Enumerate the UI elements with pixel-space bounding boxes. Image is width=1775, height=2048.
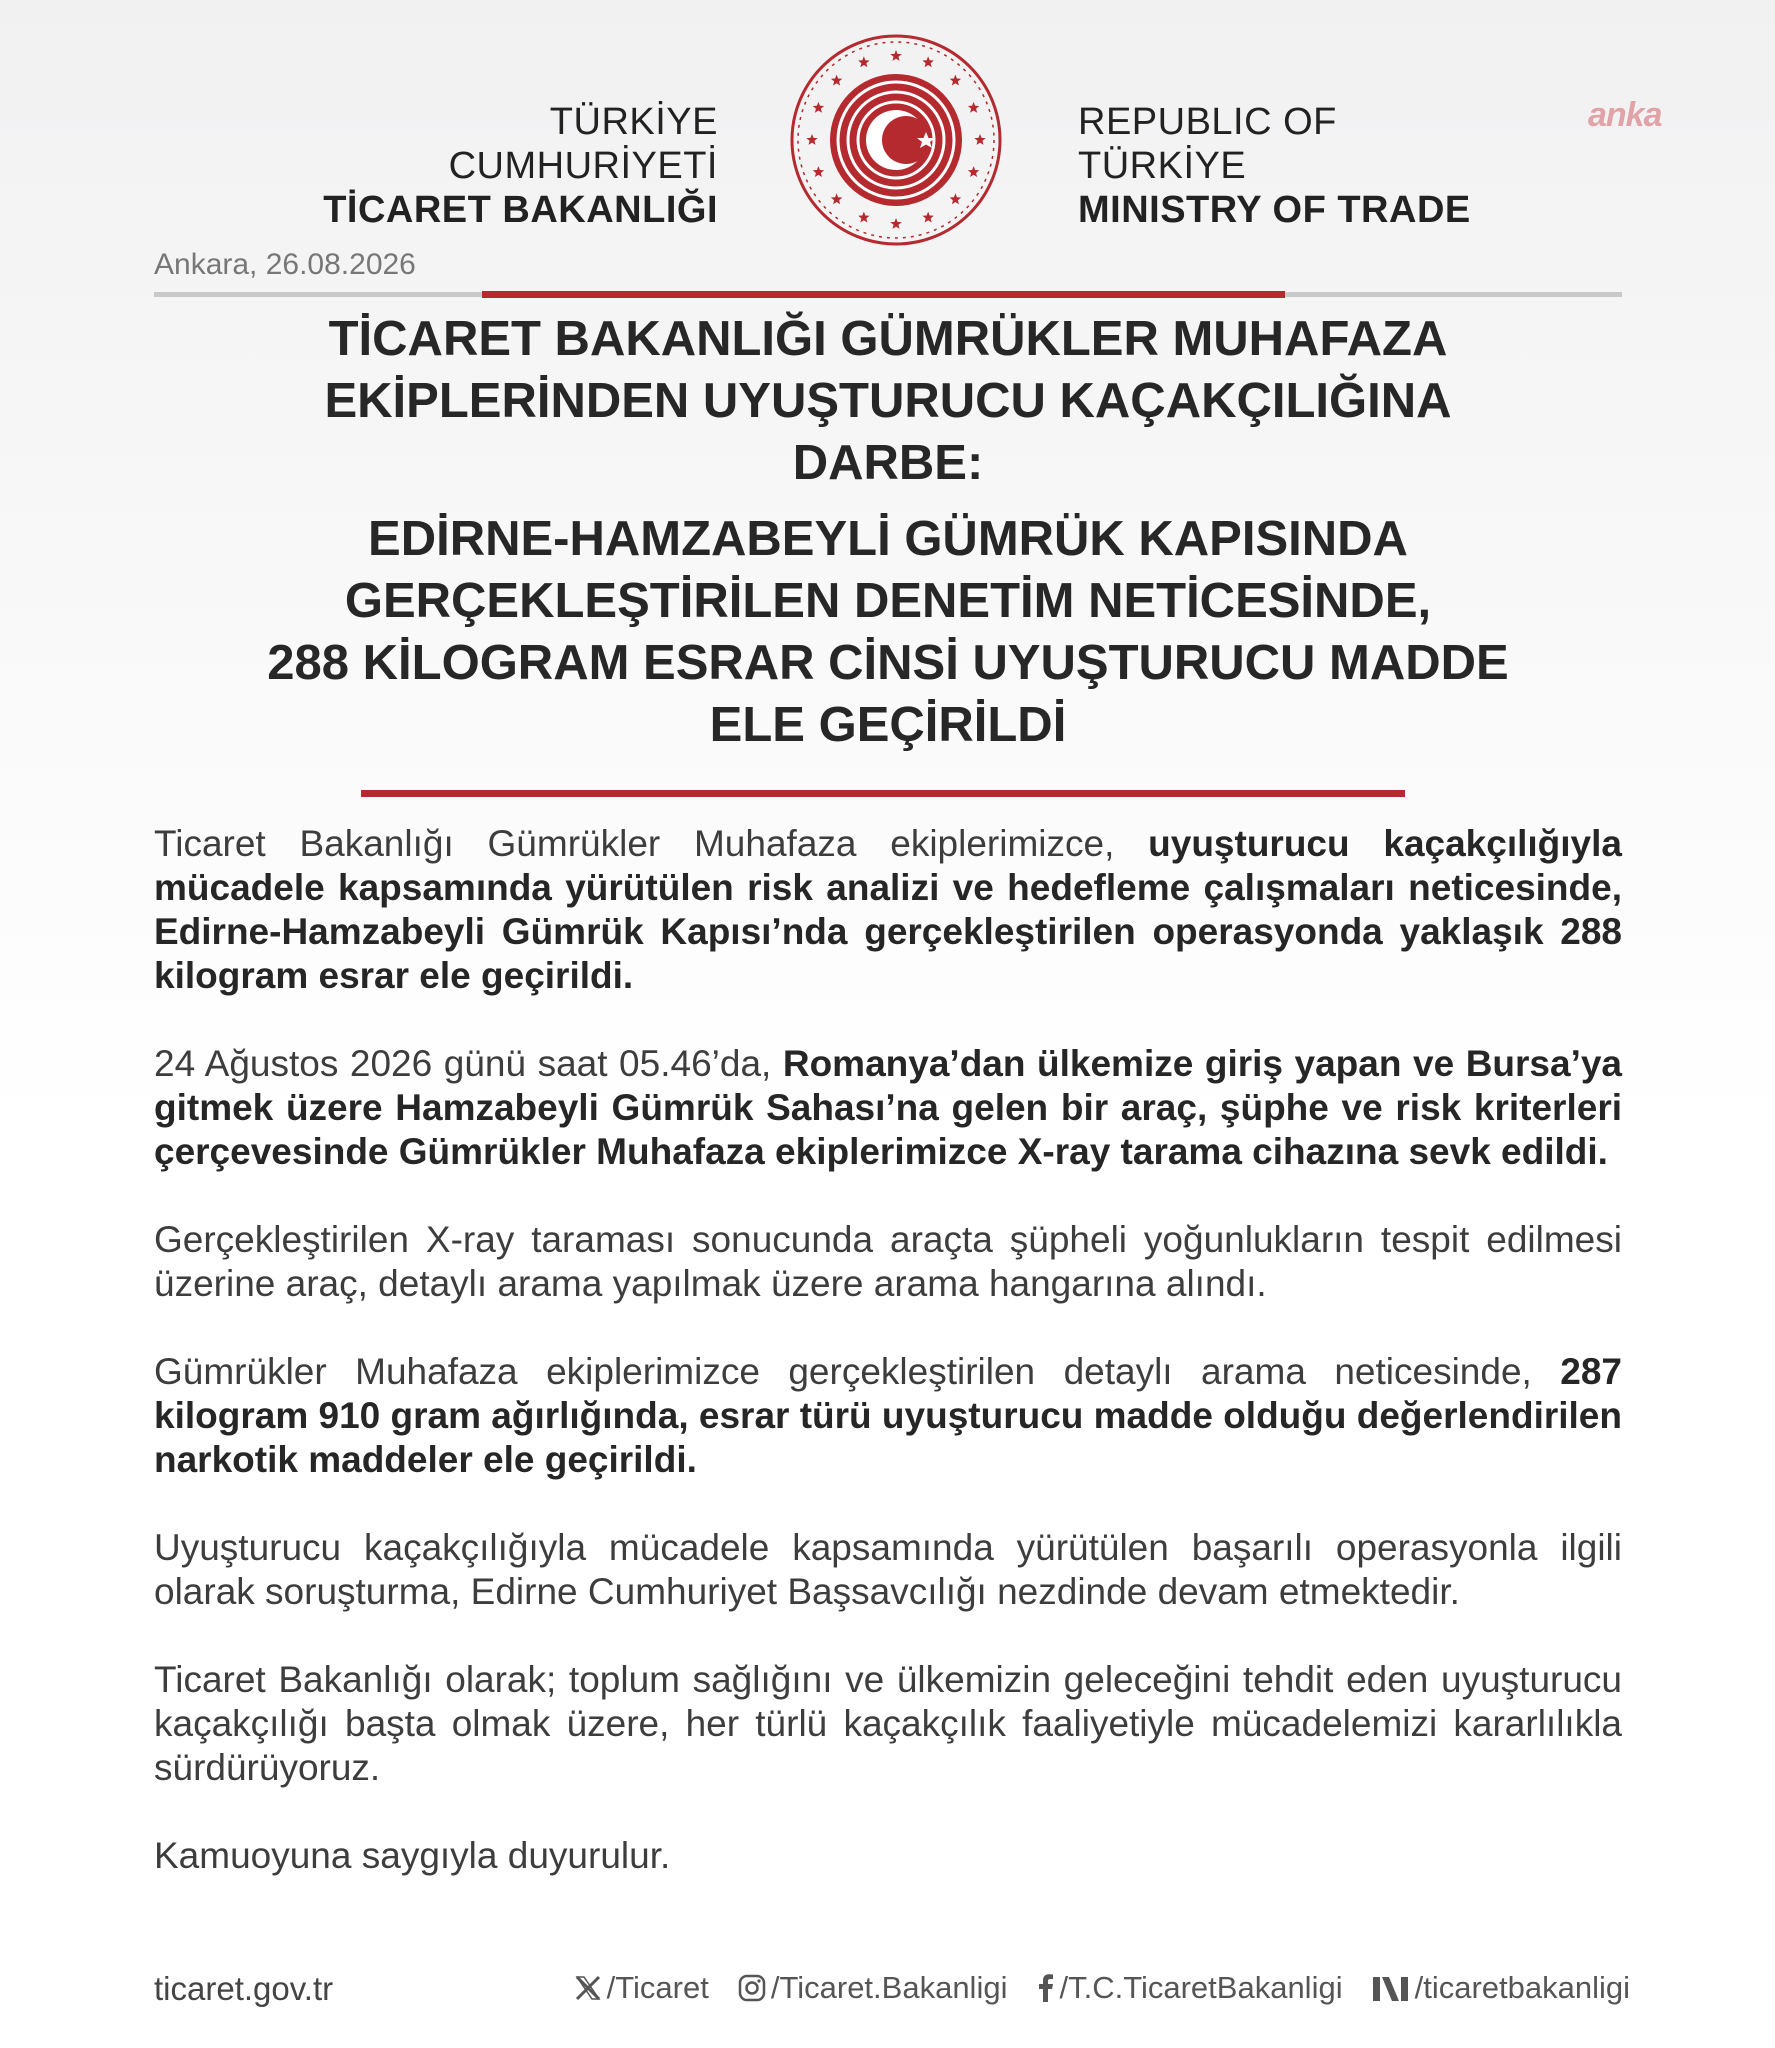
headline-sub-line4: ELE GEÇİRİLDİ: [709, 698, 1067, 752]
social-nsosyal-link[interactable]: [1371, 1970, 1630, 2006]
date-line: Ankara, 26.08.2026: [154, 248, 416, 281]
social-x-handle: /Ticaret: [606, 1970, 709, 2005]
anka-watermark-logo: anka: [1588, 96, 1662, 134]
header-right: [1078, 100, 1498, 232]
emblem-star-icon: [890, 50, 901, 61]
divider-red-top: [482, 291, 1285, 298]
social-x-link[interactable]: [573, 1970, 709, 2006]
press-release-body: [154, 822, 1622, 1878]
emblem-star-icon: [968, 166, 979, 177]
social-instagram-link[interactable]: [737, 1970, 1008, 2006]
footer-website-link[interactable]: ticaret.gov.tr: [154, 1970, 334, 2007]
social-instagram-handle: /Ticaret.Bakanligi: [770, 1970, 1008, 2005]
paragraph-3: Gerçekleştirilen X-ray taraması sonucunda araçta şüpheli yoğunlukların tespit edilmesi üzerine araç, detaylı arama yapılmak üzere arama hangarına alındı.: [154, 1219, 1622, 1304]
emblem-star-icon: [950, 75, 961, 86]
ministry-emblem-icon: [788, 32, 1004, 248]
instagram-icon: [737, 1973, 767, 2003]
paragraph-4-bold: 287 kilogram 910 gram ağırlığında, esrar türü uyuşturucu madde olduğu değerlendirilen narkotik maddeler ele geçirildi.: [154, 1351, 1622, 1480]
emblem-star-icon: [922, 212, 933, 223]
headline-sub-line3: 288 KİLOGRAM ESRAR CİNSİ UYUŞTURUCU MADDE: [267, 636, 1509, 690]
header-left-line1: TÜRKİYE CUMHURİYETİ: [448, 101, 718, 187]
x-icon: [573, 1973, 603, 2003]
emblem-star-icon: [974, 134, 985, 145]
paragraph-1-bold: uyuşturucu kaçakçılığıyla mücadele kapsamında yürütülen risk analizi ve hedefleme çalışmaları neticesinde, Edirne-Hamzabeyli Gümrük Kapısı’nda gerçekleştirilen operasyonda yaklaşık 288 kilogram esrar ele geçirildi.: [154, 823, 1622, 996]
headline-main-line2: EKİPLERİNDEN UYUŞTURUCU KAÇAKÇILIĞINA: [324, 374, 1452, 428]
emblem-star-icon: [858, 56, 869, 67]
paragraph-2: [154, 1042, 1622, 1174]
emblem-star-icon: [806, 134, 817, 145]
emblem-star-icon: [968, 102, 979, 113]
headline-block: [160, 308, 1616, 756]
paragraph-7: Kamuoyuna saygıyla duyurulur.: [154, 1835, 671, 1876]
paragraph-4-normal: Gümrükler Muhafaza ekiplerimizce gerçekleştirilen detaylı arama neticesinde,: [154, 1351, 1561, 1392]
emblem-star-icon: [922, 56, 933, 67]
social-facebook-handle: /T.C.TicaretBakanligi: [1059, 1970, 1343, 2005]
social-nsosyal-handle: /ticaretbakanligi: [1414, 1970, 1630, 2005]
emblem-star-icon: [813, 102, 824, 113]
paragraph-6: Ticaret Bakanlığı olarak; toplum sağlığını ve ülkemizin geleceğini tehdit eden uyuşturucu kaçakçılığı başta olmak üzere, her türlü kaçakçılık faaliyetiyle mücadelemizi kararlılıkla sürdürüyoruz.: [154, 1659, 1622, 1788]
paragraph-2-normal: 24 Ağustos 2026 günü saat 05.46’da,: [154, 1043, 783, 1084]
paragraph-2-bold: Romanya’dan ülkemize giriş yapan ve Bursa’ya gitmek üzere Hamzabeyli Gümrük Sahası’na gelen bir araç, şüphe ve risk kriterleri çerçevesinde Gümrükler Muhafaza ekiplerimizce X-ray tarama cihazına sevk edildi.: [154, 1043, 1623, 1172]
emblem-star-icon: [831, 193, 842, 204]
facebook-icon: [1035, 1973, 1055, 2003]
footer-social-links: [580, 1970, 1630, 2006]
header-right-line1: REPUBLIC OF TÜRKİYE: [1078, 101, 1337, 187]
header-left: [318, 100, 718, 232]
headline-sub-line2: GERÇEKLEŞTİRİLEN DENETİM NETİCESİNDE,: [344, 574, 1432, 628]
headline-main-line1: TİCARET BAKANLIĞI GÜMRÜKLER MUHAFAZA: [328, 312, 1448, 366]
emblem-star-icon: [950, 193, 961, 204]
social-facebook-link[interactable]: [1035, 1970, 1342, 2006]
headline-sub-line1: EDİRNE-HAMZABEYLİ GÜMRÜK KAPISINDA: [368, 512, 1408, 566]
headline-main: [160, 308, 1616, 494]
paragraph-5: Uyuşturucu kaçakçılığıyla mücadele kapsamında yürütülen başarılı operasyonla ilgili olarak soruşturma, Edirne Cumhuriyet Başsavcılığı nezdinde devam etmektedir.: [154, 1527, 1622, 1612]
header-right-line2: MINISTRY OF TRADE: [1078, 189, 1471, 231]
nsosyal-icon: [1371, 1973, 1411, 2003]
divider-red-bottom: [361, 790, 1405, 797]
emblem-star-icon: [890, 218, 901, 229]
paragraph-4: [154, 1350, 1622, 1482]
paragraph-1-normal: Ticaret Bakanlığı Gümrükler Muhafaza ekiplerimizce,: [154, 823, 1149, 864]
header-left-line2: TİCARET BAKANLIĞI: [323, 189, 718, 231]
headline-sub: [160, 508, 1616, 756]
paragraph-1: [154, 822, 1622, 998]
emblem-star-icon: [858, 212, 869, 223]
headline-main-line3: DARBE:: [792, 436, 984, 490]
emblem-star-icon: [831, 75, 842, 86]
emblem-star-icon: [813, 166, 824, 177]
